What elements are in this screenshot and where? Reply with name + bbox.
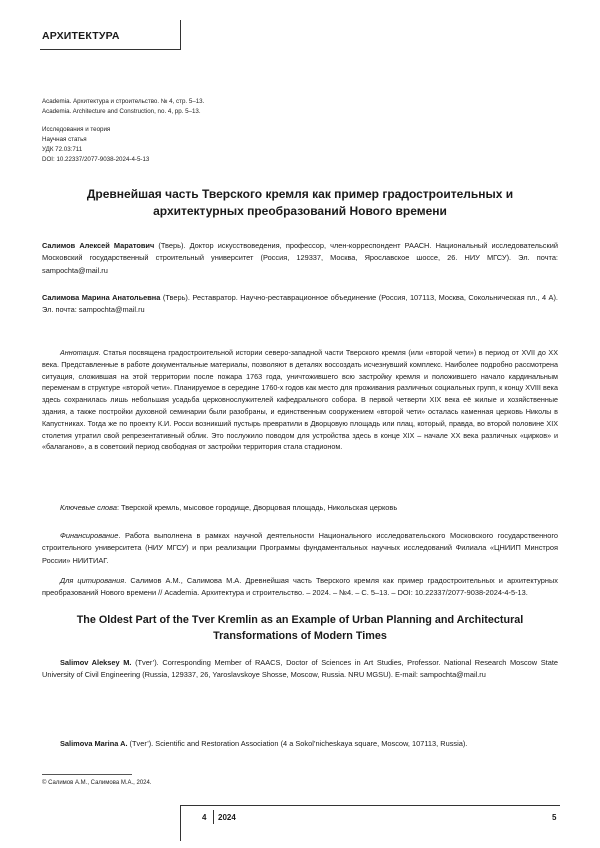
footer-separator	[213, 810, 214, 824]
author-details: (Тверь). Доктор искусствоведения, профессор, член-корреспондент РААСН. Национальный исследовательский Московский государственный строительный университет (Россия, 129337, Москва, Ярославское шоссе, 26. НИУ МГСУ). Эл. почта: sampochta@mail.ru	[42, 241, 558, 275]
abstract	[42, 347, 558, 453]
author-2-ru	[42, 292, 558, 317]
footer-issue: 4	[202, 813, 207, 822]
author-name: Салимова Марина Анатольевна	[42, 293, 161, 302]
footer-rule	[180, 805, 560, 806]
cite-label: Для цитирования	[60, 576, 125, 585]
footnote-rule	[42, 774, 132, 775]
author-details: (Тверь). Реставратор. Научно-реставрационное объединение (Россия, 107113, Москва, Сокольническая пл., 4 А). Эл. почта: sampochta@mail.ru	[42, 293, 558, 315]
author-2-en	[42, 738, 558, 750]
doi: DOI: 10.22337/2077-9038-2024-4-5-13	[42, 156, 150, 163]
author-name: Salimov Aleksey M.	[60, 658, 132, 667]
author-1-ru	[42, 240, 558, 277]
abstract-label: Аннотация	[60, 348, 99, 357]
article-type: Исследования и теория	[42, 126, 111, 133]
footer-year: 2024	[218, 813, 236, 822]
citation-ru: Academia. Архитектура и строительство. № 4, стр. 5–13.	[42, 98, 205, 105]
author-details: (Tver’). Scientific and Restoration Association (4 a Sokol’nicheskaya square, Moscow, 107113, Russia).	[127, 739, 468, 748]
author-name: Салимов Алексей Маратович	[42, 241, 155, 250]
article-title-ru: Древнейшая часть Тверского кремля как пример градостроительных и архитектурных преобразований Нового времени	[86, 187, 514, 218]
citation-en: Academia. Architecture and Construction, no. 4, pp. 5–13.	[42, 108, 201, 115]
keywords-text: : Тверской кремль, мысовое городище, Дворцовая площадь, Никольская церковь	[116, 503, 398, 512]
funding-text: . Работа выполнена в рамках научной деятельности Национального исследовательского Московского государственного строительного университета (НИУ МГСУ) и при реализации Программы фундаментальных научных исследований Филиала «ЦНИИП Минстроя России» НИИТИАГ.	[42, 531, 558, 565]
keywords	[42, 502, 558, 514]
header-rule	[40, 49, 180, 50]
abstract-text: . Статья посвящена градостроительной истории северо-западной части Тверского кремля (или «второй чети») в период от XVII до XX века. Представленные в работе документальные материалы, позволяют в деталях воссоздать исчезнувший комплекс. Наиболее подробно рассмотрена ситуация, сложившая на этой территории после пожара 1763 года, уничтожившего всю застройку кремля и положившего начало кардинальным переменам в структуре «второй чети». Планируемое в середине 1760-х годов как место для проживания различных социальных групп, к концу XVIII века здесь сохранилась лишь небольшая усадьба церковнослужителей кафедрального собора. В первой четверти XIX века её жилые и хозяйственные здания, а также постройки духовной семинарии были разобраны, и единственным сооружением «второй чети» осталась каменная церковь Николы в Капустниках. Тогда же по проекту К.И. Росси возникший пустырь превратили в Дворцовую площадь или плац, который, правда, во второй половине XIX столетия утратил свой репрезентативный облик. Это послужило поводом для устройства здесь в конце XIX – начале XX века различных «цирков» и «балаганов», а в советский период свободная от застройки территория стала стадионом.	[42, 348, 558, 452]
author-name: Salimova Marina A.	[60, 739, 128, 748]
section-label: АРХИТЕКТУРА	[42, 30, 120, 42]
article-kind: Научная статья	[42, 136, 87, 143]
funding	[42, 530, 558, 567]
page-number: 5	[552, 813, 557, 822]
cite-text: . Салимов А.М., Салимова М.А. Древнейшая часть Тверского кремля как пример градостроительных и архитектурных преобразований Нового времени // Academia. Архитектура и строительство. – 2024. – №4. – С. 5–13. – DOI: 10.22337/2077-9038-2024-4-5-13.	[42, 576, 558, 598]
footer-vertical-rule	[180, 805, 181, 841]
author-1-en	[42, 657, 558, 682]
header-vertical-rule	[180, 20, 181, 50]
copyright-footnote: © Салимов А.М., Салимова М.А., 2024.	[42, 780, 152, 786]
funding-label: Финансирование	[60, 531, 119, 540]
keywords-label: Ключевые слова	[60, 503, 117, 512]
udc: УДК 72.03:711	[42, 146, 83, 153]
article-title-en: The Oldest Part of the Tver Kremlin as an Example of Urban Planning and Architectural Transformations of Modern Times	[76, 614, 524, 642]
cite-as	[42, 575, 558, 600]
author-details: (Tver’). Corresponding Member of RAACS, Doctor of Sciences in Art Studies, Professor. National Research Moscow State University of Civil Engineering (Russia, 129337, 26, Yaroslavskoye Shosse, Moscow, Russia. NRU MGSU). E-mail: sampochta@mail.ru	[42, 658, 558, 680]
